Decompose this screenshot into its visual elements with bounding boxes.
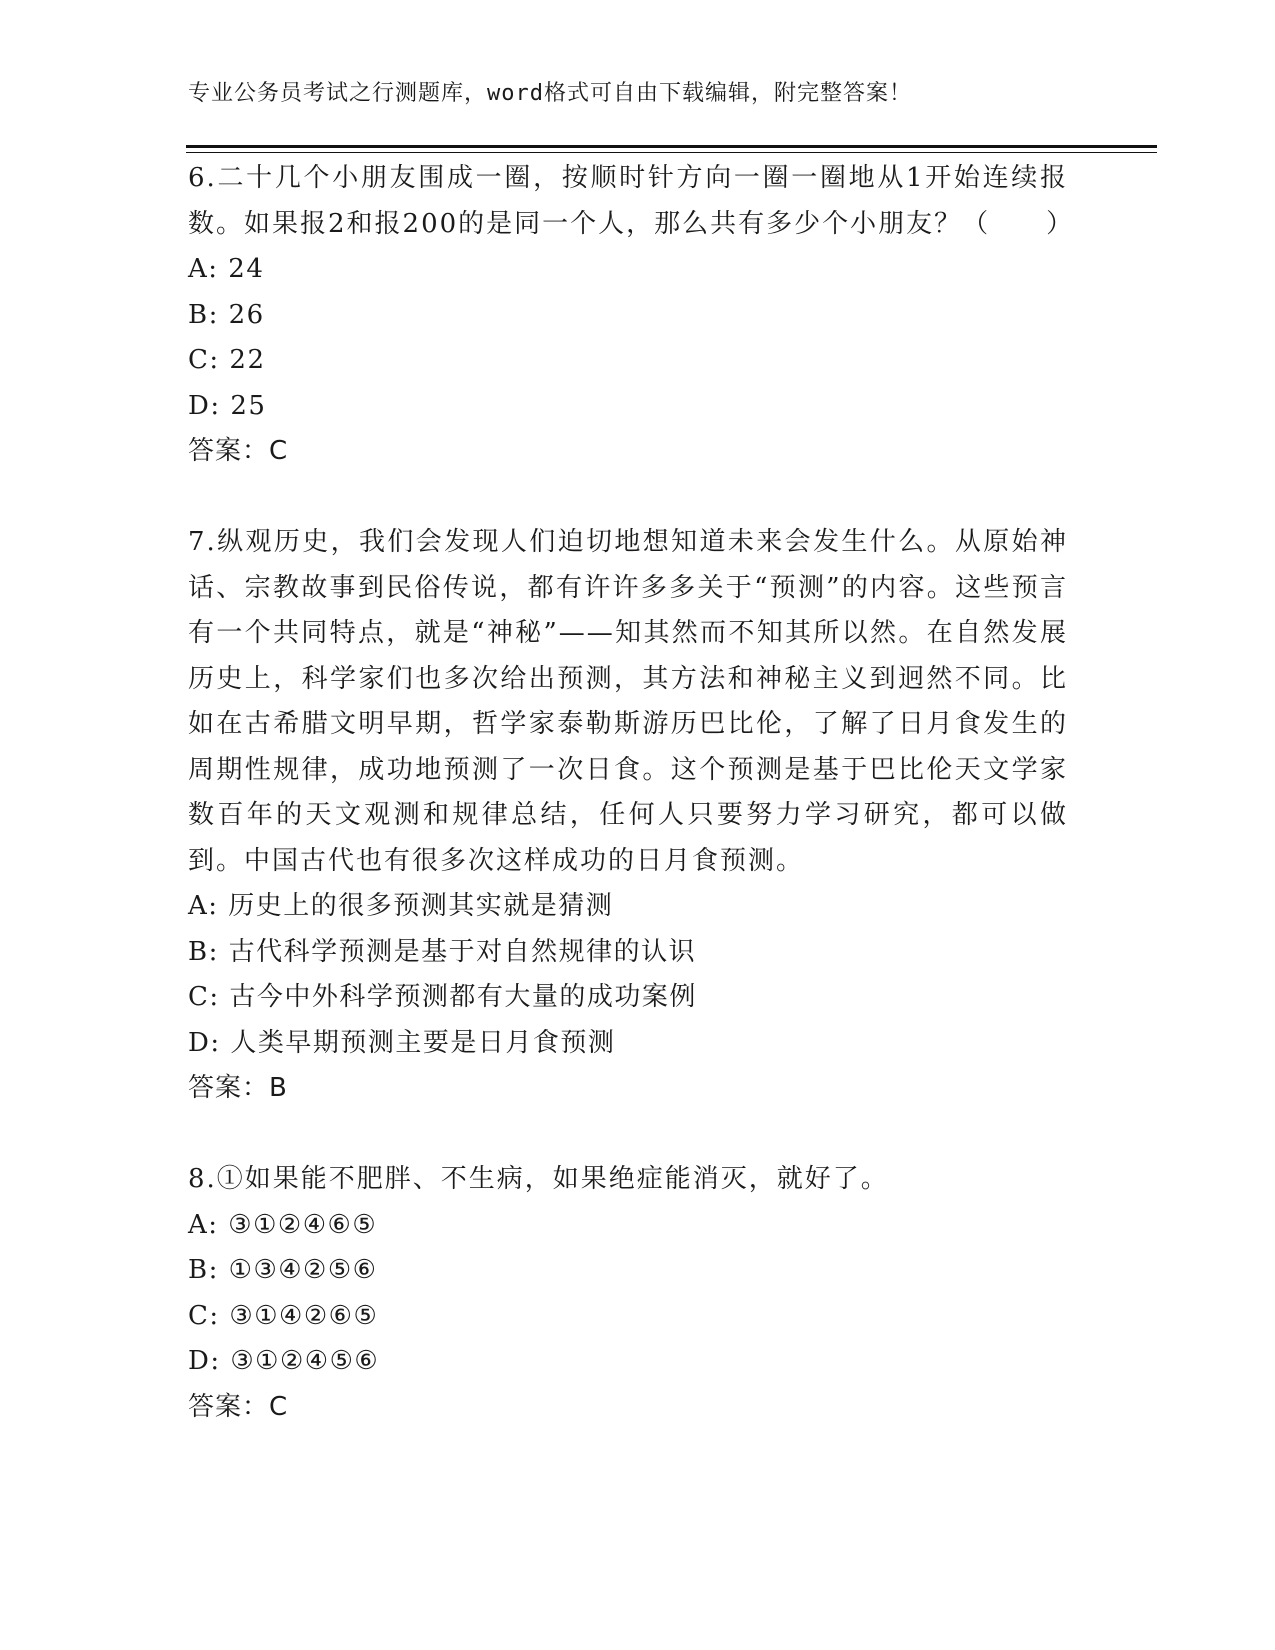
- answer-line: 答案：B: [188, 1073, 288, 1103]
- option-c: C: 古今中外科学预测都有大量的成功案例: [188, 982, 697, 1012]
- option-d: D: 人类早期预测主要是日月食预测: [188, 1027, 616, 1058]
- option-a: A: 24: [188, 254, 265, 284]
- option-d: D: ③①②④⑤⑥: [188, 1346, 380, 1376]
- header-rule-thick: [186, 145, 1157, 148]
- question-spacer: [188, 1112, 1068, 1158]
- question-spacer: [188, 475, 1068, 521]
- option-c: C: 22: [188, 345, 266, 375]
- answer-line: 答案：C: [188, 1391, 289, 1422]
- option-a: A: ③①②④⑥⑤: [188, 1209, 378, 1240]
- option-b: B: 26: [188, 299, 265, 330]
- answer-line: 答案：C: [188, 436, 289, 466]
- question-7: [188, 520, 1068, 1112]
- option-b: B: 古代科学预测是基于对自然规律的认识: [188, 936, 697, 967]
- header-rule-thin: [186, 152, 1157, 153]
- option-c: C: ③①④②⑥⑤: [188, 1300, 379, 1331]
- option-b: B: ①③④②⑤⑥: [188, 1255, 378, 1285]
- option-a: A: 历史上的很多预测其实就是猜测: [188, 891, 614, 921]
- question-6: [188, 156, 1075, 475]
- question-list: [188, 156, 1075, 1430]
- question-stem: 7.纵观历史，我们会发现人们迫切地想知道未来会发生什么。从原始神话、宗教故事到民俗传说，都有许许多多关于“预测”的内容。这些预言有一个共同特点，就是“神秘”——知其然而不知其所以然。在自然发展历史上，科学家们也多次给出预测，其方法和神秘主义到迥然不同。比如在古希腊文明早期，哲学家泰勒斯游历巴比伦，了解了日月食发生的周期性规律，成功地预测了一次日食。这个预测是基于巴比伦天文学家数百年的天文观测和规律总结，任何人只要努力学习研究，都可以做到。中国古代也有很多次这样成功的日月食预测。: [188, 527, 1068, 876]
- question-stem: 6.二十几个小朋友围成一圈，按顺时针方向一圈一圈地从1开始连续报数。如果报2和报200的是同一个人，那么共有多少个小朋友？（ ）: [188, 163, 1075, 239]
- page-header-text: 专业公务员考试之行测题库，word格式可自由下载编辑，附完整答案！: [188, 81, 912, 106]
- option-d: D: 25: [188, 390, 267, 421]
- question-8: [188, 1157, 1068, 1430]
- question-stem: 8.①如果能不肥胖、不生病，如果绝症能消灭，就好了。: [188, 1164, 889, 1194]
